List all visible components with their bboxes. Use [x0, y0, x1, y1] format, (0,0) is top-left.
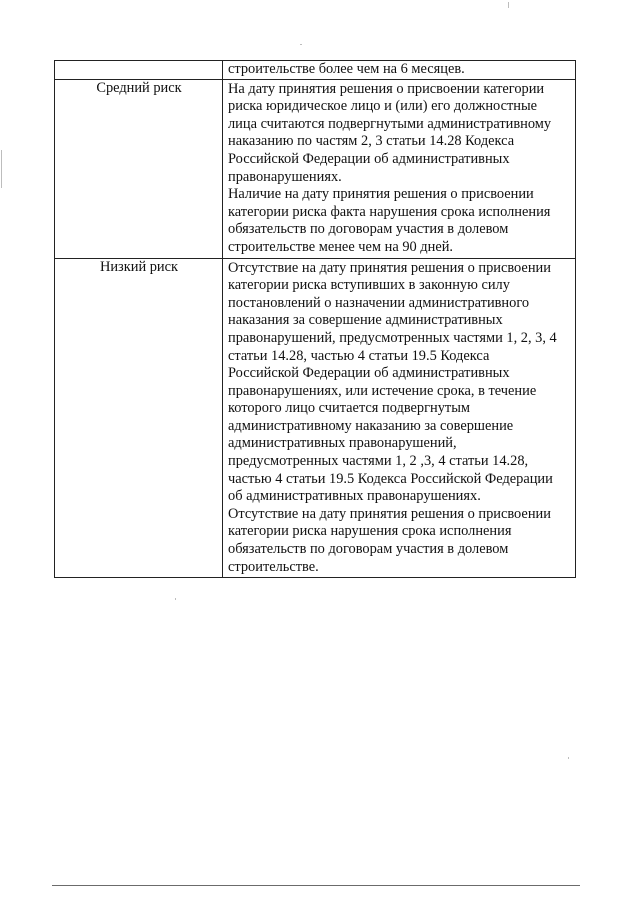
- scan-mark: [300, 44, 302, 45]
- text-line: статьи 14.28, частью 4 статьи 19.5 Кодекса: [228, 347, 490, 364]
- risk-criteria-cell: [223, 61, 576, 80]
- text-line: административному наказанию за совершение: [228, 417, 514, 434]
- scan-mark: [175, 598, 176, 600]
- text-line: строительстве менее чем на 90 дней.: [228, 238, 454, 255]
- text-line: строительстве.: [228, 558, 319, 575]
- risk-level-cell: [55, 61, 223, 80]
- text-line: правонарушений, предусмотренных частями 1, 2, 3, 4: [228, 329, 557, 346]
- scan-mark: [508, 2, 509, 8]
- criteria-paragraph: [228, 61, 571, 79]
- text-line: категории риска нарушения срока исполнения: [228, 523, 512, 540]
- text-line: Отсутствие на дату принятия решения о присвоении: [228, 505, 551, 522]
- text-line: обязательств по договорам участия в долевом: [228, 221, 509, 238]
- text-line: правонарушениях.: [228, 168, 342, 185]
- table-body: [55, 61, 576, 578]
- scan-mark: [568, 757, 569, 759]
- risk-level-cell: Средний риск: [55, 79, 223, 258]
- risk-level-cell: Низкий риск: [55, 258, 223, 578]
- text-line: предусмотренных частями 1, 2 ,3, 4 статьи 14.28,: [228, 453, 529, 470]
- criteria-paragraph: [228, 506, 571, 576]
- criteria-paragraph: [228, 81, 571, 187]
- text-line: категории риска вступивших в законную силу: [228, 277, 510, 294]
- bottom-rule: [52, 885, 580, 886]
- text-line: категории риска факта нарушения срока исполнения: [228, 203, 551, 220]
- text-line: обязательств по договорам участия в долевом: [228, 541, 509, 558]
- text-line: правонарушениях, или истечение срока, в течение: [228, 382, 537, 399]
- text-line: риска юридическое лицо и (или) его должностные: [228, 98, 538, 115]
- table-row: [55, 61, 576, 80]
- scan-mark: [1, 150, 2, 188]
- text-line: частью 4 статьи 19.5 Кодекса Российской Федерации: [228, 470, 553, 487]
- risk-criteria-cell: [223, 258, 576, 578]
- criteria-paragraph: [228, 186, 571, 256]
- text-line: Наличие на дату принятия решения о присвоении: [228, 186, 534, 203]
- text-line: наказания за совершение административных: [228, 312, 503, 329]
- text-line: лица считаются подвергнутыми административному: [228, 115, 552, 132]
- text-line: наказанию по частям 2, 3 статьи 14.28 Кодекса: [228, 133, 515, 150]
- risk-category-table: [54, 60, 576, 578]
- text-line: Российской Федерации об административных: [228, 150, 510, 167]
- text-line: об административных правонарушениях.: [228, 488, 481, 505]
- table-row: [55, 258, 576, 578]
- text-line: На дату принятия решения о присвоении категории: [228, 80, 545, 97]
- text-line: Отсутствие на дату принятия решения о присвоении: [228, 259, 551, 276]
- text-line: строительстве более чем на 6 месяцев.: [228, 61, 465, 77]
- text-line: Российской Федерации об административных: [228, 365, 510, 382]
- text-line: административных правонарушений,: [228, 435, 457, 452]
- text-line: которого лицо считается подвергнутым: [228, 400, 470, 417]
- text-line: постановлений о назначении административного: [228, 294, 530, 311]
- table-row: [55, 79, 576, 258]
- criteria-paragraph: [228, 260, 571, 506]
- risk-criteria-cell: [223, 79, 576, 258]
